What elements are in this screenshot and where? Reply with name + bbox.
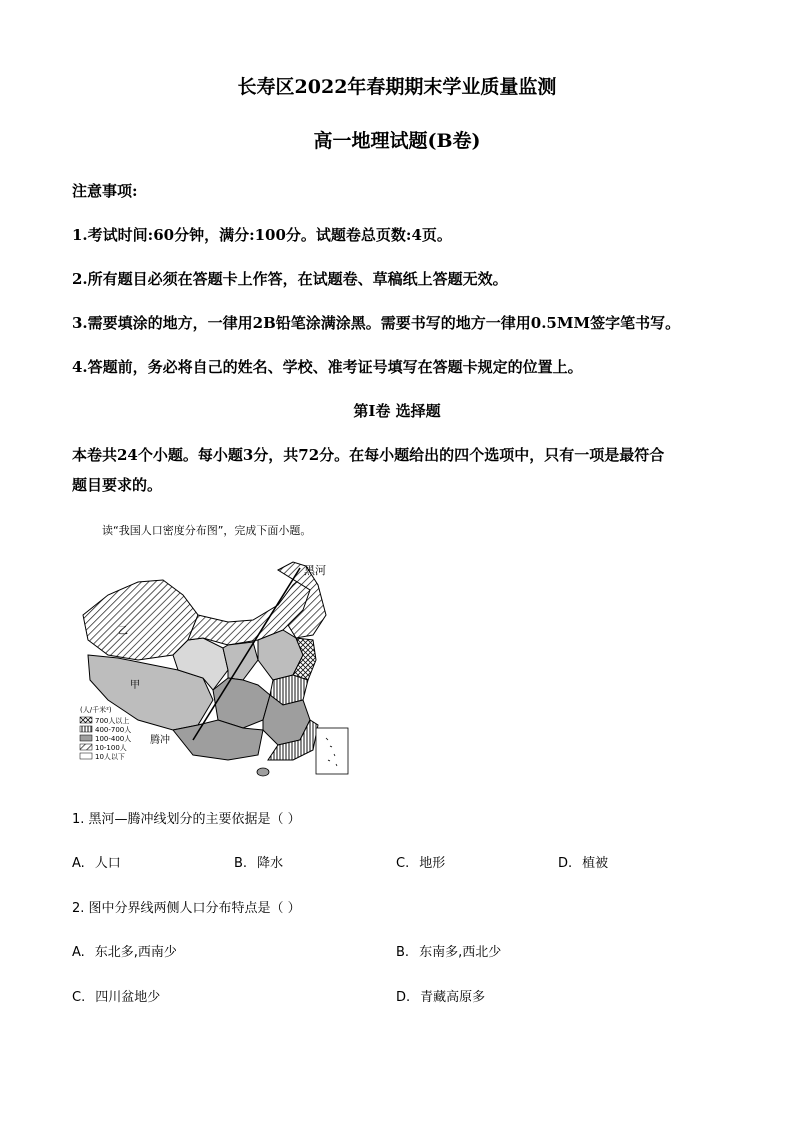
notice-heading: 注意事项: (72, 182, 138, 200)
question-2-stem: 2. 图中分界线两侧人口分布特点是（ ） (72, 901, 301, 916)
option-text: 四川盆地少 (95, 990, 161, 1005)
notice-item-4: 4.答题前，务必将自己的姓名、学校、准考证号填写在答题卡规定的位置上。 (72, 358, 583, 376)
label-tengchong: 腾冲 (150, 735, 170, 746)
section-title: 第Ⅰ卷 选择题 (353, 402, 441, 420)
option-letter: C. (72, 990, 86, 1005)
section-intro-line-1: 本卷共24个小题。每小题3分，共72分。在每小题给出的四个选项中，只有一项是最符合 (72, 446, 665, 464)
population-density-map (78, 560, 363, 785)
option-letter: C. (396, 856, 410, 871)
question-2-option-a[interactable] (72, 941, 177, 960)
option-text: 植被 (582, 856, 609, 871)
option-text: 东南多,西北少 (419, 945, 502, 960)
legend-item-1: 700人以上 (95, 717, 130, 725)
region-hainan (257, 768, 269, 776)
option-text: 东北多,西南少 (94, 945, 177, 960)
legend-item-5: 10人以下 (95, 753, 125, 761)
question-1-option-d[interactable] (558, 852, 608, 871)
section-intro-line-2: 题目要求的。 (72, 476, 163, 494)
legend-unit: (人/千米²) (80, 706, 112, 714)
option-letter: B. (234, 856, 248, 871)
option-letter: D. (558, 856, 573, 871)
option-text: 降水 (257, 856, 284, 871)
question-1-option-c[interactable] (396, 852, 445, 871)
label-jia: 甲 (130, 680, 140, 691)
notice-item-2: 2.所有题目必须在答题卡上作答，在试题卷、草稿纸上答题无效。 (72, 270, 508, 288)
legend-item-3: 100-400人 (95, 735, 132, 743)
option-text: 青藏高原多 (420, 990, 486, 1005)
south-sea-inset (316, 728, 348, 774)
figure-caption: 读“我国人口密度分布图”，完成下面小题。 (102, 524, 312, 537)
question-2-option-d[interactable] (396, 986, 485, 1005)
option-letter: A. (72, 945, 85, 960)
option-letter: D. (396, 990, 411, 1005)
notice-item-1: 1.考试时间:60分钟，满分:100分。试题卷总页数:4页。 (72, 226, 452, 244)
region-gansu (223, 642, 258, 680)
legend-item-4: 10-100人 (95, 744, 127, 752)
question-1-stem: 1. 黑河—腾冲线划分的主要依据是（ ） (72, 812, 301, 827)
section-intro (72, 440, 732, 500)
question-2-option-b[interactable] (396, 941, 501, 960)
notice-item-3: 3.需要填涂的地方，一律用2B铅笔涂满涂黑。需要书写的地方一律用0.5MM签字笔书写。 (72, 314, 681, 332)
option-letter: B. (396, 945, 410, 960)
exam-title: 长寿区2022年春期期末学业质量监测 (237, 76, 557, 98)
option-text: 人口 (94, 856, 121, 871)
legend-item-2: 400-700人 (95, 726, 132, 734)
question-2-option-c[interactable] (72, 986, 160, 1005)
question-1-option-a[interactable] (72, 852, 121, 871)
option-letter: A. (72, 856, 85, 871)
question-1-option-b[interactable] (234, 852, 283, 871)
label-yi: 乙 (118, 626, 128, 637)
exam-subtitle: 高一地理试题(B卷) (313, 130, 481, 152)
map-legend (80, 705, 131, 761)
region-sichuan (213, 678, 270, 728)
label-heihe: 黑河 (304, 564, 326, 577)
option-text: 地形 (419, 856, 446, 871)
